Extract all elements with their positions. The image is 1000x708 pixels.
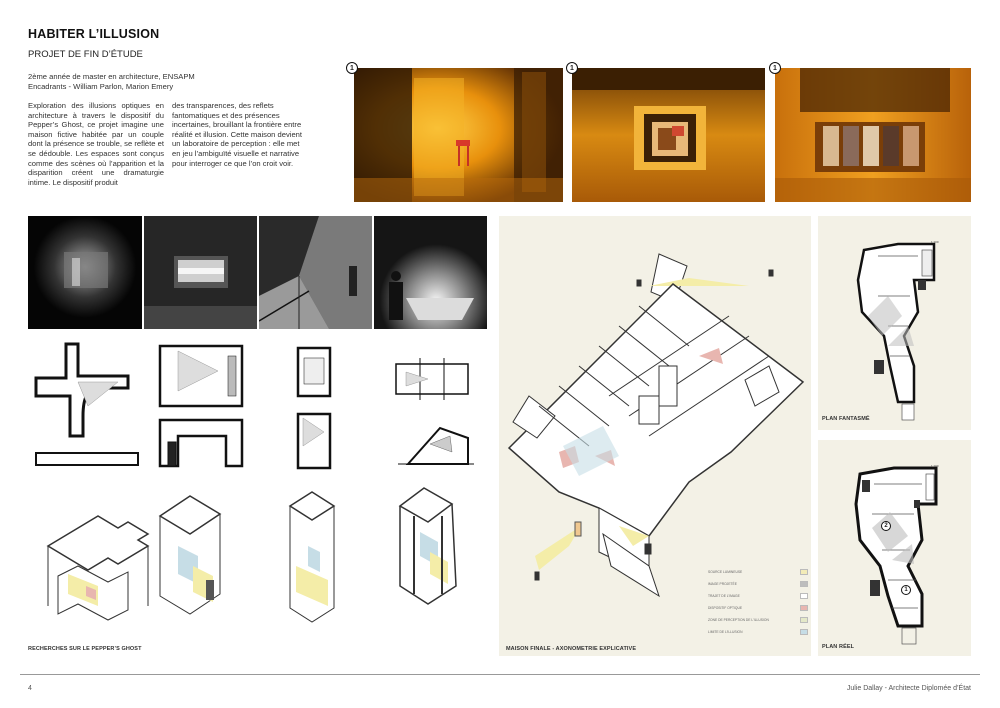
legend-label: LIMITE DE L’ILLUSION bbox=[708, 630, 743, 634]
legend-label: SOURCE LUMINEUSE bbox=[708, 570, 743, 574]
project-subtitle: PROJET DE FIN D’ÉTUDE bbox=[28, 49, 143, 60]
legend-swatch bbox=[800, 569, 808, 575]
legend-swatch bbox=[800, 593, 808, 599]
legend-item bbox=[708, 566, 808, 578]
scale-label: 1:100 bbox=[931, 240, 939, 244]
legend-swatch bbox=[800, 605, 808, 611]
plan-reel-panel bbox=[818, 440, 971, 656]
footer-author: Julie Dallay - Architecte Diplomée d’État bbox=[846, 685, 971, 692]
legend-item bbox=[708, 614, 808, 626]
scale-label: 1:100 bbox=[931, 464, 939, 468]
supervisors-line: Encadrants - William Parlon, Marion Emery bbox=[28, 82, 174, 91]
photo-number-badge: 1 bbox=[566, 62, 578, 74]
research-caption: RECHERCHES SUR LE PEPPER’S GHOST bbox=[28, 646, 142, 652]
legend-label: IMAGE PROJETÉE bbox=[708, 582, 737, 586]
research-panel bbox=[28, 336, 488, 656]
photo-number-badge: 1 bbox=[769, 62, 781, 74]
legend-label: ZONE DE PERCEPTION DE L’ILLUSION bbox=[708, 618, 769, 622]
legend-swatch bbox=[800, 581, 808, 587]
render-stair-perspective bbox=[259, 216, 372, 329]
legend-item bbox=[708, 578, 808, 590]
model-photo-window bbox=[572, 68, 765, 202]
page-title: HABITER L’ILLUSION bbox=[28, 27, 160, 41]
legend-swatch bbox=[800, 629, 808, 635]
model-photo-room bbox=[775, 68, 971, 202]
plan-fantasme-panel bbox=[818, 216, 971, 430]
legend-item bbox=[708, 626, 808, 638]
render-ghost-figure bbox=[374, 216, 487, 329]
legend-label: TRAJET DE L’IMAGE bbox=[708, 594, 740, 598]
plan-number-badge: 1 bbox=[901, 585, 911, 595]
photo-number-badge: 1 bbox=[346, 62, 358, 74]
render-bright-opening bbox=[144, 216, 257, 329]
plan-number-badge: 2 bbox=[881, 521, 891, 531]
plan-reel-caption: PLAN RÉEL bbox=[822, 644, 855, 650]
description-column-1: Exploration des illusions optiques en architecture à travers le dispositif du Pepper’s Ghost, ce projet imagine une maison fictive habitée par un couple dont la présence se trouble, se reflète et se dédouble. Les espaces sont conçus comme des scènes où l’apparition et la disparition créent une dramaturgie intime. Le dispositif produit bbox=[28, 101, 164, 187]
model-photo-corridor bbox=[354, 68, 563, 202]
axonometry-caption: MAISON FINALE - AXONOMETRIE EXPLICATIVE bbox=[506, 646, 637, 652]
legend-item bbox=[708, 602, 808, 614]
program-line: 2ème année de master en architecture, ENSAPM bbox=[28, 72, 195, 81]
render-ghost-window bbox=[28, 216, 142, 329]
legend-swatch bbox=[800, 617, 808, 623]
legend-label: DISPOSITIF OPTIQUE bbox=[708, 606, 743, 610]
footer-divider bbox=[20, 674, 980, 675]
plan-fantasme-caption: PLAN FANTASMÉ bbox=[822, 416, 870, 422]
description-column-2: des transparences, des reflets fantomatiques et des présences incertaines, brouillant la frontière entre réalité et illusion. Cette maison devient un laboratoire de perception : elle met en jeu l’ambiguïté visuelle et narrative pour interroger ce que l’on croit voir. bbox=[172, 101, 303, 168]
axonometry-legend bbox=[708, 566, 808, 638]
page-number: 4 bbox=[28, 685, 32, 692]
legend-item bbox=[708, 590, 808, 602]
